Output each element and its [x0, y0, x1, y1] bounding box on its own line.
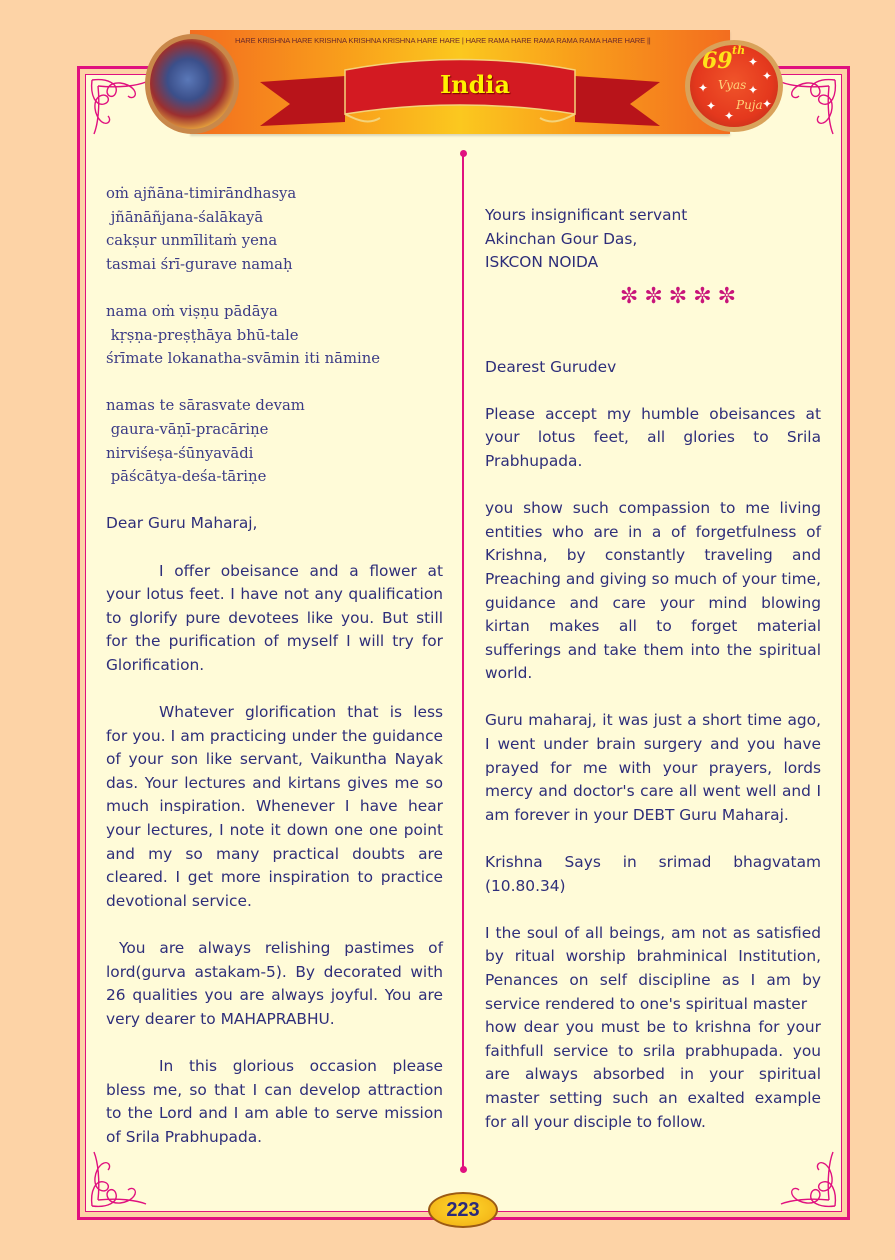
page-number: 223: [428, 1192, 498, 1228]
paragraph: Whatever glorification that is less for you. I am practicing under the guidance of your son like servant, Vaikuntha Nayak das. Your lectures and kirtans gives me so much inspiration. Whenever I have hear your lectures, I note it down one one point and my so many practical doubts are cleared. I get more inspiration to practice devotional service.: [106, 703, 443, 910]
paragraph: Please accept my humble obeisances at your lotus feet, all glories to Srila Prabhupada.: [485, 404, 821, 470]
paragraph: you show such compassion to me living entities who are in a of forgetfulness of Krishna, by constantly traveling and Preaching and giving so much of your time, guidance and care your mind blowing kirtan makes all to forget material sufferings and take them into the spiritual world.: [485, 499, 821, 683]
badge-line2: Puja: [736, 98, 763, 112]
header-mantra: HARE KRISHNA HARE KRISHNA KRISHNA KRISHNA HARE HARE | HARE RAMA HARE RAMA RAMA RAMA HARE HARE ||: [235, 36, 651, 45]
badge-number: 69: [702, 48, 733, 74]
sparkle-icon: ✦: [762, 69, 773, 83]
sparkle-icon: ✦: [762, 97, 773, 111]
verse-line: pāścātya-deśa-tāriṇe: [106, 468, 267, 486]
verse-2: [106, 300, 443, 371]
verse-line: nirviśeṣa-śūnyavādi: [106, 444, 254, 462]
verse-line: gaura-vāṇī-pracāriṇe: [106, 420, 269, 438]
deity-medallion-image: [145, 34, 239, 134]
verse-line: jñānāñjana-śalākayā: [106, 208, 264, 226]
corner-flourish-icon: [88, 76, 150, 138]
sparkle-icon: ✦: [748, 83, 759, 97]
signature-line: Yours insignificant servant: [485, 206, 688, 224]
paragraph: You are always relishing pastimes of lord(gurva astakam-5). By decorated with 26 qualities you are always joyful. You are very dearer to MAHAPRABHU.: [106, 939, 443, 1028]
sparkle-icon: ✦: [706, 99, 717, 113]
verse-line: namas te sārasvate devam: [106, 397, 305, 415]
signature-line: Akinchan Gour Das,: [485, 229, 638, 248]
paragraph: Guru maharaj, it was just a short time ago, I went under brain surgery and you have prayed for me with your prayers, lords mercy and doctor's care all went well and I am forever in your DEBT Guru Maharaj.: [485, 711, 821, 824]
paragraph: how dear you must be to krishna for your faithfull service to srila prabhupada. you are always absorbed in your spiritual master setting such an exalted example for all your disciple to follow.: [485, 1018, 821, 1131]
paragraph: In this glorious occasion please bless me, so that I can develop attraction to the Lord and I am able to serve mission of Srila Prabhupada.: [106, 1056, 443, 1146]
corner-flourish-icon: [88, 1148, 150, 1210]
salutation: Dearest Gurudev: [485, 357, 617, 376]
verse-line: cakṣur unmīlitaṁ yena: [106, 232, 278, 250]
salutation: Dear Guru Maharaj,: [106, 514, 258, 533]
verse-1: [106, 182, 443, 276]
column-divider: [462, 154, 464, 1168]
paragraph: Krishna Says in srimad bhagvatam (10.80.34): [485, 853, 821, 895]
left-column: [106, 182, 443, 1149]
paragraph: I offer obeisance and a flower at your lotus feet. I have not any qualification to glorify pure devotees like you. But still for the purification of myself I will try for Glorification.: [106, 561, 443, 674]
paragraph: I the soul of all beings, am not as satisfied by ritual worship brahminical Institution, Penances on self discipline as I am by service rendered to one's spiritual master: [485, 923, 821, 1013]
header-title: India: [439, 70, 511, 99]
badge-suffix: th: [732, 44, 746, 57]
corner-flourish-icon: [777, 1148, 839, 1210]
divider-dot-top: [460, 150, 467, 157]
signature-line: ISKCON NOIDA: [485, 253, 599, 272]
verse-line: śrīmate lokanatha-svāmin iti nāmine: [106, 350, 381, 368]
flower-separator-icon: ✼✼✼✼✼: [619, 283, 743, 309]
verse-line: oṁ ajñāna-timirāndhasya: [106, 185, 297, 202]
verse-line: tasmai śrī-gurave namaḥ: [106, 255, 293, 273]
sparkle-icon: ✦: [698, 81, 709, 95]
sparkle-icon: ✦: [748, 55, 759, 69]
verse-line: kṛṣṇa-preṣṭhāya bhū-tale: [106, 326, 299, 344]
right-column: [485, 204, 821, 1134]
verse-line: nama oṁ viṣṇu pādāya: [106, 302, 278, 320]
corner-flourish-icon: [777, 76, 839, 138]
sparkle-icon: ✦: [724, 109, 735, 123]
verse-3: [106, 394, 443, 488]
divider-dot-bottom: [460, 1166, 467, 1173]
badge-line1: Vyas: [718, 78, 747, 92]
